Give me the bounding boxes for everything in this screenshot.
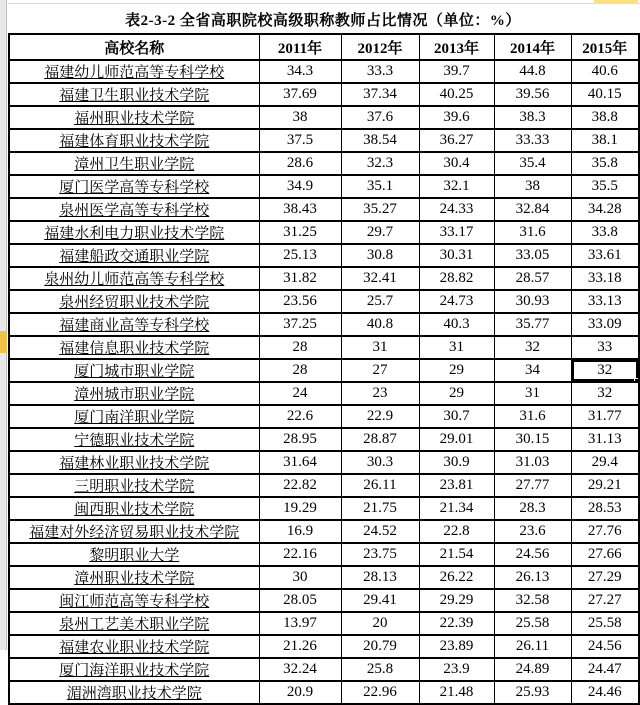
college-name-cell[interactable]: [9, 175, 259, 198]
value-cell[interactable]: 29: [419, 382, 494, 405]
column-header-2013年[interactable]: 2013年: [419, 34, 494, 60]
college-name-cell[interactable]: [9, 290, 259, 313]
value-cell[interactable]: 20.79: [341, 635, 419, 658]
value-cell[interactable]: 33.8: [571, 221, 639, 244]
value-cell[interactable]: 25.8: [341, 658, 419, 681]
table-row: [9, 175, 639, 198]
college-name-text: 漳州城市职业学院: [74, 387, 195, 403]
value-cell[interactable]: 32.3: [341, 152, 419, 175]
table-row: [9, 681, 639, 704]
value-cell[interactable]: 33.05: [494, 244, 571, 267]
column-header-2015年[interactable]: 2015年: [571, 34, 639, 60]
value-cell[interactable]: 22.16: [259, 543, 341, 566]
value-cell[interactable]: 21.54: [419, 543, 494, 566]
value-cell[interactable]: 23.56: [259, 290, 341, 313]
value-cell[interactable]: 20.9: [259, 681, 341, 704]
value-cell[interactable]: 31: [494, 382, 571, 405]
college-name-text: 泉州幼儿师范高等专科学校: [44, 272, 225, 288]
value-cell[interactable]: 28.3: [494, 497, 571, 520]
value-cell[interactable]: 38: [259, 106, 341, 129]
college-name-text: 闽江师范高等专科学校: [59, 594, 210, 610]
college-name-cell[interactable]: [9, 60, 259, 83]
college-name-text: 福建对外经济贸易职业技术学院: [29, 525, 240, 541]
value-cell[interactable]: 32.41: [341, 267, 419, 290]
college-name-text: 福建林业职业技术学院: [59, 456, 210, 472]
value-cell[interactable]: 25.13: [259, 244, 341, 267]
table-row: [9, 382, 639, 405]
partial-row-above: [8, 0, 640, 4]
value-cell[interactable]: 34.9: [259, 175, 341, 198]
value-cell[interactable]: 31: [341, 336, 419, 359]
value-cell[interactable]: 28.53: [571, 497, 639, 520]
college-name-cell[interactable]: [9, 129, 259, 152]
value-cell[interactable]: 28.95: [259, 428, 341, 451]
value-cell[interactable]: 40.8: [341, 313, 419, 336]
value-cell[interactable]: 40.25: [419, 83, 494, 106]
table-row: [9, 589, 639, 612]
value-cell[interactable]: 37.34: [341, 83, 419, 106]
table-row: [9, 497, 639, 520]
selected-cell[interactable]: 32: [571, 359, 639, 382]
college-name-text: 厦门医学高等专科学校: [59, 180, 210, 196]
value-cell[interactable]: 29.21: [571, 474, 639, 497]
value-cell[interactable]: 29.7: [341, 221, 419, 244]
value-cell[interactable]: 30.15: [494, 428, 571, 451]
value-cell[interactable]: 30.7: [419, 405, 494, 428]
value-cell[interactable]: 32: [571, 382, 639, 405]
value-cell[interactable]: 25.93: [494, 681, 571, 704]
value-cell[interactable]: 23.9: [419, 658, 494, 681]
table-row: [9, 152, 639, 175]
value-cell[interactable]: 31.6: [494, 405, 571, 428]
value-cell[interactable]: 36.27: [419, 129, 494, 152]
value-cell[interactable]: 16.9: [259, 520, 341, 543]
table-row: [9, 244, 639, 267]
value-cell[interactable]: 26.11: [494, 635, 571, 658]
value-cell[interactable]: 27: [341, 359, 419, 382]
value-cell[interactable]: 28.82: [419, 267, 494, 290]
college-name-cell[interactable]: [9, 83, 259, 106]
value-cell[interactable]: 22.9: [341, 405, 419, 428]
table-row: [9, 290, 639, 313]
value-cell[interactable]: 31.82: [259, 267, 341, 290]
value-cell[interactable]: 28.13: [341, 566, 419, 589]
college-name-text: 福建信息职业技术学院: [59, 341, 210, 357]
college-name-cell[interactable]: [9, 382, 259, 405]
college-name-text: 黎明职业大学: [89, 548, 180, 564]
college-name-cell[interactable]: [9, 244, 259, 267]
college-name-text: 三明职业技术学院: [74, 479, 195, 495]
table-row: [9, 520, 639, 543]
value-cell[interactable]: 28.6: [259, 152, 341, 175]
value-cell[interactable]: 35.1: [341, 175, 419, 198]
value-cell[interactable]: 34: [494, 359, 571, 382]
table-title: 表2-3-2 全省高职院校高级职称教师占比情况（单位：%）: [125, 12, 521, 29]
table-row: [9, 474, 639, 497]
table-row: [9, 129, 639, 152]
table-row: [9, 405, 639, 428]
value-cell[interactable]: 30.8: [341, 244, 419, 267]
value-cell[interactable]: 40.3: [419, 313, 494, 336]
value-cell[interactable]: 31.13: [571, 428, 639, 451]
value-cell[interactable]: 13.97: [259, 612, 341, 635]
value-cell[interactable]: 31.64: [259, 451, 341, 474]
value-cell[interactable]: 23.6: [494, 520, 571, 543]
value-cell[interactable]: 22.39: [419, 612, 494, 635]
value-cell[interactable]: 37.69: [259, 83, 341, 106]
college-name-text: 闽西职业技术学院: [74, 502, 195, 518]
college-name-text: 泉州医学高等专科学校: [59, 203, 210, 219]
value-cell[interactable]: 23: [341, 382, 419, 405]
value-cell[interactable]: 25.58: [571, 612, 639, 635]
value-cell[interactable]: 38.1: [571, 129, 639, 152]
value-cell[interactable]: 37.25: [259, 313, 341, 336]
value-cell[interactable]: 22.82: [259, 474, 341, 497]
value-cell[interactable]: 40.6: [571, 60, 639, 83]
value-cell[interactable]: 25.7: [341, 290, 419, 313]
value-cell[interactable]: 24.46: [571, 681, 639, 704]
college-name-cell[interactable]: [9, 451, 259, 474]
selected-row-gutter-highlight: [0, 331, 7, 353]
value-cell[interactable]: 24.33: [419, 198, 494, 221]
value-cell[interactable]: 29: [419, 359, 494, 382]
college-name-cell[interactable]: [9, 635, 259, 658]
value-cell[interactable]: 29.29: [419, 589, 494, 612]
value-cell[interactable]: 38: [494, 175, 571, 198]
value-cell[interactable]: 23.81: [419, 474, 494, 497]
value-cell[interactable]: 33.17: [419, 221, 494, 244]
value-cell[interactable]: 33.09: [571, 313, 639, 336]
college-name-cell[interactable]: [9, 221, 259, 244]
value-cell[interactable]: 26.11: [341, 474, 419, 497]
college-name-text: 宁德职业技术学院: [74, 433, 195, 449]
row-header-gutter: [0, 0, 7, 650]
table-row: [9, 359, 639, 382]
value-cell[interactable]: 34.3: [259, 60, 341, 83]
college-name-text: 福建水利电力职业技术学院: [44, 226, 225, 242]
table-row: [9, 60, 639, 83]
value-cell[interactable]: 23.75: [341, 543, 419, 566]
value-cell[interactable]: 31: [419, 336, 494, 359]
college-name-cell[interactable]: [9, 152, 259, 175]
value-cell[interactable]: 21.26: [259, 635, 341, 658]
college-name-text: 福建农业职业技术学院: [59, 640, 210, 656]
value-cell[interactable]: 19.29: [259, 497, 341, 520]
value-cell[interactable]: 24.89: [494, 658, 571, 681]
value-cell[interactable]: 40.15: [571, 83, 639, 106]
college-name-cell[interactable]: [9, 405, 259, 428]
value-cell[interactable]: 26.22: [419, 566, 494, 589]
value-cell[interactable]: 34.28: [571, 198, 639, 221]
value-cell[interactable]: 21.34: [419, 497, 494, 520]
value-cell[interactable]: 28.57: [494, 267, 571, 290]
value-cell[interactable]: 24.52: [341, 520, 419, 543]
table-row: [9, 221, 639, 244]
value-cell[interactable]: 33.3: [341, 60, 419, 83]
college-name-text: 福州职业技术学院: [74, 111, 195, 127]
college-name-cell[interactable]: [9, 566, 259, 589]
value-cell[interactable]: 27.66: [571, 543, 639, 566]
value-cell[interactable]: 38.8: [571, 106, 639, 129]
value-cell[interactable]: 28.87: [341, 428, 419, 451]
value-cell[interactable]: 24.56: [571, 635, 639, 658]
table-row: [9, 658, 639, 681]
value-cell[interactable]: 22.6: [259, 405, 341, 428]
table-row: [9, 428, 639, 451]
value-cell[interactable]: 35.4: [494, 152, 571, 175]
value-cell[interactable]: 35.8: [571, 152, 639, 175]
college-name-cell[interactable]: [9, 497, 259, 520]
college-name-text: 福建幼儿师范高等专科学校: [44, 65, 225, 81]
value-cell[interactable]: 32.24: [259, 658, 341, 681]
value-cell[interactable]: 27.76: [571, 520, 639, 543]
value-cell[interactable]: 24.73: [419, 290, 494, 313]
value-cell[interactable]: 39.6: [419, 106, 494, 129]
value-cell[interactable]: 24: [259, 382, 341, 405]
college-name-cell[interactable]: [9, 681, 259, 704]
value-cell[interactable]: 32.1: [419, 175, 494, 198]
value-cell[interactable]: 31.03: [494, 451, 571, 474]
column-header-name[interactable]: 高校名称: [9, 34, 259, 60]
value-cell[interactable]: 21.75: [341, 497, 419, 520]
value-cell[interactable]: 39.7: [419, 60, 494, 83]
college-name-text: 厦门南洋职业学院: [74, 410, 195, 426]
college-name-text: 漳州职业技术学院: [74, 571, 195, 587]
value-cell[interactable]: 33.13: [571, 290, 639, 313]
value-cell[interactable]: 24.47: [571, 658, 639, 681]
college-name-cell[interactable]: [9, 520, 259, 543]
value-cell[interactable]: 28: [259, 336, 341, 359]
data-table: [8, 33, 640, 705]
table-row: [9, 267, 639, 290]
column-header-2014年[interactable]: 2014年: [494, 34, 571, 60]
college-name-cell[interactable]: [9, 336, 259, 359]
value-cell[interactable]: 30.9: [419, 451, 494, 474]
college-name-text: 福建商业高等专科学校: [59, 318, 210, 334]
value-cell[interactable]: 37.6: [341, 106, 419, 129]
table-row: [9, 451, 639, 474]
college-name-text: 泉州经贸职业技术学院: [59, 295, 210, 311]
header-row: [9, 34, 639, 60]
college-name-text: 福建体育职业技术学院: [59, 134, 210, 150]
value-cell[interactable]: 35.77: [494, 313, 571, 336]
value-cell[interactable]: 27.29: [571, 566, 639, 589]
value-cell[interactable]: 37.5: [259, 129, 341, 152]
column-header-2011年[interactable]: 2011年: [259, 34, 341, 60]
table-body: [9, 60, 639, 704]
value-cell[interactable]: 35.5: [571, 175, 639, 198]
value-cell[interactable]: 35.27: [341, 198, 419, 221]
value-cell[interactable]: 27.27: [571, 589, 639, 612]
value-cell[interactable]: 26.13: [494, 566, 571, 589]
value-cell[interactable]: 31.77: [571, 405, 639, 428]
value-cell[interactable]: 33.33: [494, 129, 571, 152]
college-name-text: 湄洲湾职业技术学院: [66, 686, 202, 702]
value-cell[interactable]: 28.05: [259, 589, 341, 612]
college-name-cell[interactable]: [9, 658, 259, 681]
college-name-cell[interactable]: [9, 474, 259, 497]
table-row: [9, 198, 639, 221]
value-cell[interactable]: 23.89: [419, 635, 494, 658]
table-row: [9, 612, 639, 635]
college-name-text: 漳州卫生职业学院: [74, 157, 195, 173]
college-name-text: 厦门海洋职业技术学院: [59, 663, 210, 679]
value-cell[interactable]: 32.58: [494, 589, 571, 612]
college-name-cell[interactable]: [9, 428, 259, 451]
value-cell[interactable]: 29.4: [571, 451, 639, 474]
college-name-cell[interactable]: [9, 313, 259, 336]
college-name-cell[interactable]: [9, 543, 259, 566]
table-row: [9, 313, 639, 336]
value-cell[interactable]: 30.31: [419, 244, 494, 267]
value-cell[interactable]: 39.56: [494, 83, 571, 106]
value-cell[interactable]: 25.58: [494, 612, 571, 635]
college-name-cell[interactable]: [9, 106, 259, 129]
value-cell[interactable]: 33: [571, 336, 639, 359]
value-cell[interactable]: 38.54: [341, 129, 419, 152]
college-name-cell[interactable]: [9, 612, 259, 635]
value-cell[interactable]: 28: [259, 359, 341, 382]
college-name-cell[interactable]: [9, 267, 259, 290]
table-row: [9, 543, 639, 566]
value-cell[interactable]: 30: [259, 566, 341, 589]
value-cell[interactable]: 33.61: [571, 244, 639, 267]
college-name-cell[interactable]: [9, 589, 259, 612]
value-cell[interactable]: 38.43: [259, 198, 341, 221]
value-cell[interactable]: 31.6: [494, 221, 571, 244]
college-name-text: 福建卫生职业技术学院: [59, 88, 210, 104]
table-row: [9, 336, 639, 359]
value-cell[interactable]: 44.8: [494, 60, 571, 83]
value-cell[interactable]: 38.3: [494, 106, 571, 129]
college-name-text: 泉州工艺美术职业学院: [59, 617, 210, 633]
table-row: [9, 106, 639, 129]
value-cell[interactable]: 31.25: [259, 221, 341, 244]
value-cell[interactable]: 29.01: [419, 428, 494, 451]
table-row: [9, 635, 639, 658]
fill-handle[interactable]: [634, 378, 639, 382]
value-cell[interactable]: 21.48: [419, 681, 494, 704]
value-cell[interactable]: 22.8: [419, 520, 494, 543]
value-cell[interactable]: 30.4: [419, 152, 494, 175]
column-header-2012年[interactable]: 2012年: [341, 34, 419, 60]
college-name-cell[interactable]: [9, 198, 259, 221]
college-name-cell[interactable]: [9, 359, 259, 382]
value-cell[interactable]: 22.96: [341, 681, 419, 704]
college-name-text: 厦门城市职业学院: [74, 364, 195, 380]
table-row: [9, 83, 639, 106]
value-cell[interactable]: 32: [494, 336, 571, 359]
value-cell[interactable]: 33.18: [571, 267, 639, 290]
value-cell[interactable]: 27.77: [494, 474, 571, 497]
table-row: [9, 566, 639, 589]
value-cell[interactable]: 30.3: [341, 451, 419, 474]
value-cell[interactable]: 30.93: [494, 290, 571, 313]
value-cell[interactable]: 20: [341, 612, 419, 635]
value-cell[interactable]: 32.84: [494, 198, 571, 221]
value-cell[interactable]: 24.56: [494, 543, 571, 566]
highlighted-cell-above: [594, 0, 638, 4]
value-cell[interactable]: 29.41: [341, 589, 419, 612]
college-name-text: 福建船政交通职业学院: [59, 249, 210, 265]
